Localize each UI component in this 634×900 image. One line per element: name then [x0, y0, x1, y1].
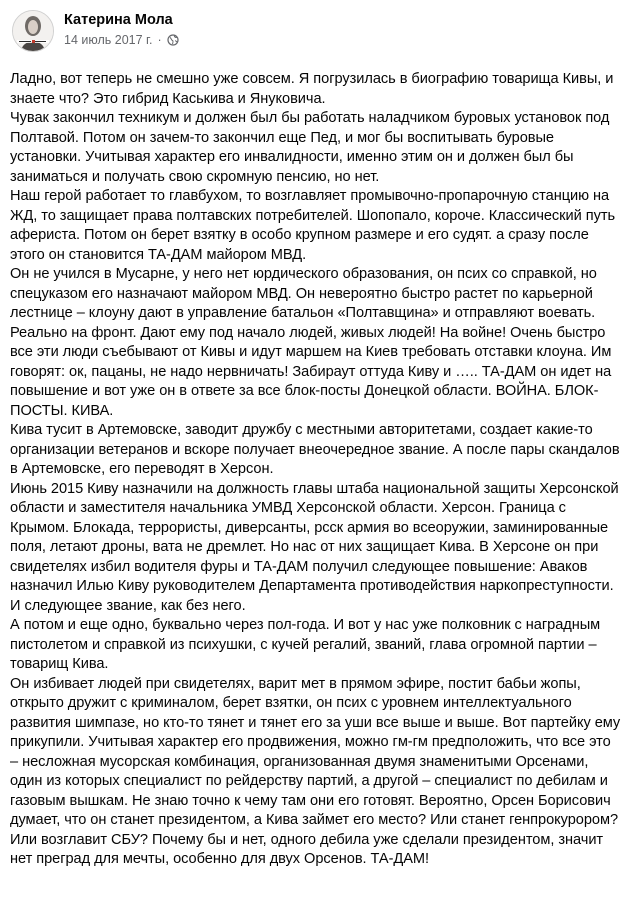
post-paragraph: А потом и еще одно, буквально через пол-года. И вот у нас уже полковник с наградным пистолетом и справкой из психушки, с кучей регалий, званий, глава огромной партии – товарищ Кива.: [10, 617, 601, 672]
post-paragraph: Он избивает людей при свидетелях, варит мет в прямом эфире, постит бабьи жопы, открыто дружит с криминалом, берет взятки, он псих с уровнем интеллектуального развития шимпазе, но кто-то тянет и тянет его за уши все выше и выше. Вот партейку ему прикупили. Учитывая характер его продвижения, можно гм-гм предположить, что все это – несложная мусорская комбинация, организованная двумя знаменитыми Орсенами, один из которых специалист по рейдерству партий, а другой – специалист по дебилам и газовым вышкам. Не знаю точно к чему там они его готовят. Вероятно, Орсен Борисович думает, что он станет президентом, а Кива займет его место? Или станет генпрокурором? Или возглавит СБУ? Почему бы и нет, одного дебила уже сделали президентом, значит нет преград для мечты, особенно для двух Орсенов. ТА-ДАМ!: [10, 675, 621, 867]
meta-separator: ·: [157, 33, 162, 47]
author-block: [64, 8, 179, 48]
post-paragraph: Кива тусит в Артемовске, заводит дружбу с местными авторитетами, создает какие-то организации ветеранов и вскоре получает внеочередное звание. А после пары скандалов в Артемовске, его переводят в Херсон.: [10, 422, 620, 477]
post-meta: [64, 32, 179, 48]
author-avatar[interactable]: [12, 10, 54, 52]
globe-icon[interactable]: [167, 34, 179, 46]
post-paragraph: Ладно, вот теперь не смешно уже совсем. Я погрузилась в биографию товарища Кивы, и знаете что? Это гибрид Каськива и Януковича.: [10, 71, 614, 107]
avatar-photo-icon: [13, 11, 53, 51]
post-paragraph: Чувак закончил техникум и должен был бы работать наладчиком буровых установок под Полтавой. Потом он зачем-то закончил еще Пед, и мог бы воспитывать буровые установки. Учитывая характер его инвалидности, именно этим он и должен был бы заниматься и получать свою скромную пенсию, но нет.: [10, 110, 610, 185]
post-date[interactable]: 14 июль 2017 г.: [64, 33, 153, 47]
post-paragraph: Наш герой работает то главбухом, то возглавляет промывочно-пропарочную станцию на ЖД, то защищает права полтавских потребителей. Шопопало, короче. Классический путь афериста. Потом он берет взятку в особо крупном размере и его судят. а сразу после этого он становится ТА-ДАМ майором МВД.: [10, 188, 616, 263]
post-paragraph: Июнь 2015 Киву назначили на должность главы штаба национальной защиты Херсонской области и заместителя начальника УМВД Херсонской области. Херсон. Граница с Крымом. Блокада, террористы, диверсанты, рсск армия во всеоружии, заминированные поля, летают дроны, вата не дремлет. Но нас от них защищает Кива. В Херсоне он при свидетелях избил водителя фуры и ТА-ДАМ получил следующее повышение: Аваков назначил Илью Киву руководителем Департамента противодействия наркопреступности. И следующее звание, как без него.: [10, 480, 619, 614]
post-body: [10, 70, 622, 870]
author-name[interactable]: Катерина Мола: [64, 12, 173, 28]
post-paragraph: Он не учился в Мусарне, у него нет юрдического образования, он псих со справкой, но спецуказом его назначают майором МВД. Он невероятно быстро растет по карьерной лестнице – клоуну дают в управление батальон «Полтавщина» и отправляют воевать. Реально на фронт. Дают ему под начало людей, живых людей! На войне! Очень быстро все эти люди съебывают от Кивы и идут маршем на Киев требовать отставки клоуна. Им говорят: ок, пацаны, не надо нервничать! Забираут оттуда Киву и ….. ТА-ДАМ он идет на повышение и вот уже он в ответе за все блок-посты Донецкой области. ВОЙНА. БЛОК-ПОСТЫ. КИВА.: [10, 266, 612, 419]
post-header: [10, 8, 622, 64]
